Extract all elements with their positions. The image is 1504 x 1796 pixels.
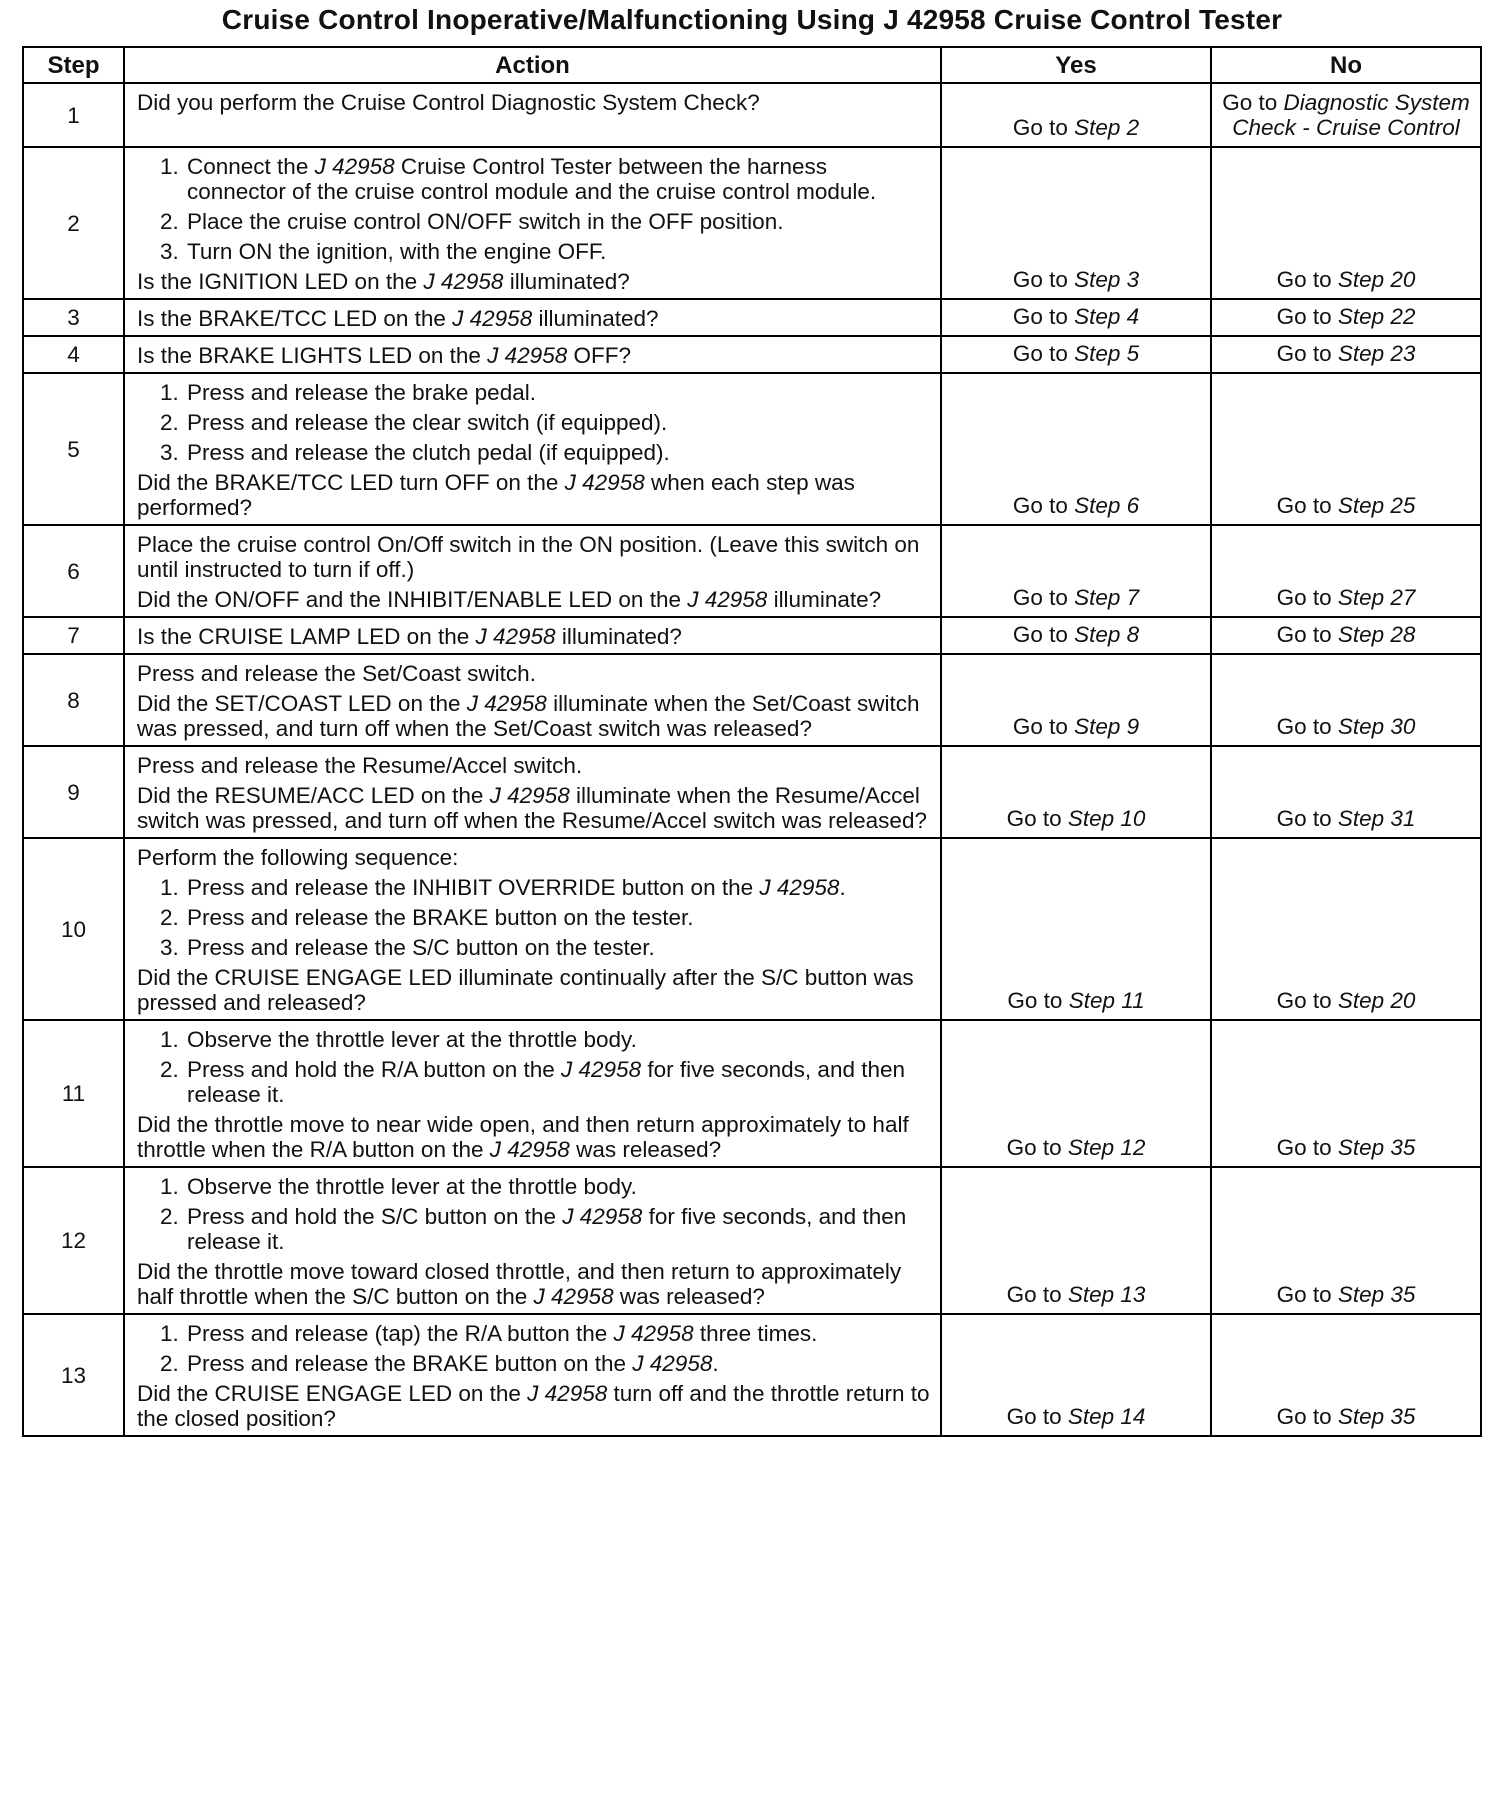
italic-reference: Diagnostic System Check - Cruise Control [1232,90,1470,140]
list-item [185,380,930,405]
text-run: Go to [1222,90,1284,115]
italic-reference: J 42958 [561,1057,642,1082]
italic-reference: Step 14 [1067,1404,1146,1429]
list-item [185,1351,930,1376]
yes-cell [941,336,1211,373]
italic-reference: J 42958 [632,1351,713,1376]
action-cell [124,147,941,299]
action-steps-list [137,875,930,960]
text-run: illuminated? [503,269,630,294]
italic-reference: Step 9 [1074,714,1140,739]
step-number: 8 [23,654,124,746]
italic-reference: Step 10 [1067,806,1146,831]
text-run: Go to [1276,988,1338,1013]
list-item [185,1174,930,1199]
header-no: No [1211,47,1481,83]
text-run: Did the throttle move to near wide open, and then return approximately to half throttle when the R/A button on the [137,1112,909,1162]
action-steps-list [137,380,930,465]
action-paragraph [137,965,930,1015]
action-cell [124,617,941,654]
action-paragraph [137,845,930,870]
text-run: Go to [1276,585,1338,610]
text-run: Go to [1276,714,1338,739]
step-number: 2 [23,147,124,299]
text-run: Go to [1006,1282,1068,1307]
italic-reference: J 42958 [475,624,556,649]
action-paragraph [137,783,930,833]
table-row [23,525,1481,617]
text-run: Did the SET/COAST LED on the [137,691,467,716]
action-cell [124,1314,941,1436]
text-run: Is the CRUISE LAMP LED on the [137,624,476,649]
text-run: Go to [1276,267,1338,292]
action-cell [124,838,941,1020]
italic-reference: J 42958 [759,875,840,900]
text-run: Go to [1012,493,1075,518]
italic-reference: Step 4 [1074,304,1140,329]
action-paragraph [137,470,930,520]
text-run: Go to [1012,341,1075,366]
text-run: Go to [1276,304,1338,329]
action-paragraph [137,90,930,115]
header-step: Step [23,47,124,83]
italic-reference: Step 23 [1337,341,1416,366]
yes-cell [941,617,1211,654]
list-item [185,875,930,900]
text-run: Go to [1006,1135,1068,1160]
text-run: Go to [1276,806,1338,831]
step-number: 6 [23,525,124,617]
step-number: 9 [23,746,124,838]
text-run: Go to [1276,622,1338,647]
action-cell [124,525,941,617]
yes-cell [941,746,1211,838]
italic-reference: Step 7 [1074,585,1140,610]
italic-reference: J 42958 [489,783,570,808]
text-run: three times. [693,1321,818,1346]
table-row [23,617,1481,654]
step-number: 11 [23,1020,124,1167]
list-item [185,410,930,435]
step-number: 12 [23,1167,124,1314]
italic-reference: Step 22 [1337,304,1416,329]
action-paragraph [137,343,930,368]
no-cell [1211,373,1481,525]
step-number: 3 [23,299,124,336]
italic-reference: Step 20 [1337,267,1416,292]
action-cell [124,1167,941,1314]
italic-reference: Step 12 [1067,1135,1146,1160]
text-run: Go to [1276,1135,1338,1160]
table-row [23,83,1481,147]
text-run: Go to [1007,988,1069,1013]
no-cell [1211,1020,1481,1167]
step-number: 13 [23,1314,124,1436]
action-cell [124,83,941,147]
text-run: Go to [1012,585,1075,610]
italic-reference: Step 27 [1337,585,1416,610]
table-row [23,373,1481,525]
action-cell [124,299,941,336]
step-number: 10 [23,838,124,1020]
italic-reference: Step 25 [1337,493,1416,518]
text-run: Go to [1276,1282,1338,1307]
step-number: 1 [23,83,124,147]
italic-reference: Step 13 [1067,1282,1146,1307]
text-run: illuminate when the Set/Coast switch was pressed, and turn off when the Set/Coast switch was released? [137,691,920,741]
text-run: Perform the following sequence: [137,845,459,870]
list-item [185,905,930,930]
table-row [23,1314,1481,1436]
text-run: Place the cruise control ON/OFF switch in the OFF position. [187,209,784,234]
italic-reference: J 42958 [452,306,533,331]
text-run: Press and release the clutch pedal (if equipped). [187,440,670,465]
text-run: Press and release the Resume/Accel switch. [137,753,583,778]
table-row [23,1020,1481,1167]
italic-reference: J 42958 [314,154,395,179]
table-row [23,147,1481,299]
italic-reference: Step 30 [1337,714,1416,739]
action-paragraph [137,753,930,778]
text-run: Press and release the S/C button on the tester. [187,935,655,960]
text-run: Place the cruise control On/Off switch in the ON position. (Leave this switch on until instructed to turn if off.) [137,532,920,582]
text-run: Did the CRUISE ENGAGE LED on the [137,1381,528,1406]
text-run: Press and hold the R/A button on the [187,1057,562,1082]
text-run: was released? [569,1137,722,1162]
list-item [185,440,930,465]
italic-reference: J 42958 [489,1137,570,1162]
action-paragraph [137,532,930,582]
list-item [185,154,930,204]
action-cell [124,1020,941,1167]
text-run: Is the BRAKE/TCC LED on the [137,306,453,331]
text-run: illuminated? [532,306,659,331]
text-run: Press and release the INHIBIT OVERRIDE button on the [187,875,760,900]
step-number: 4 [23,336,124,373]
text-run: Connect the [187,154,315,179]
text-run: was released? [613,1284,765,1309]
italic-reference: Step 35 [1337,1135,1416,1160]
text-run: Did the throttle move toward closed throttle, and then return to approximately half throttle when the S/C button on the [137,1259,902,1309]
italic-reference: Step 31 [1337,806,1416,831]
yes-cell [941,525,1211,617]
text-run: Cruise Control Tester between the harness connector of the cruise control module and the cruise control module. [187,154,877,204]
text-run: Did you perform the Cruise Control Diagnostic System Check? [137,90,760,115]
yes-cell [941,83,1211,147]
table-row [23,1167,1481,1314]
text-run: . [839,875,846,900]
table-body [23,83,1481,1436]
header-yes: Yes [941,47,1211,83]
no-cell [1211,525,1481,617]
action-paragraph [137,624,930,649]
yes-cell [941,147,1211,299]
action-steps-list [137,154,930,264]
action-steps-list [137,1027,930,1107]
table-row [23,654,1481,746]
text-run: Go to [1276,493,1338,518]
italic-reference: Step 3 [1074,267,1140,292]
text-run: Did the CRUISE ENGAGE LED illuminate continually after the S/C button was pressed and released? [137,965,914,1015]
yes-cell [941,838,1211,1020]
text-run: Did the ON/OFF and the INHIBIT/ENABLE LED on the [137,587,688,612]
italic-reference: Step 2 [1074,115,1140,140]
text-run: Press and hold the S/C button on the [187,1204,563,1229]
list-item [185,1204,930,1254]
italic-reference: Step 35 [1337,1404,1416,1429]
text-run: Go to [1012,267,1075,292]
text-run: Go to [1012,714,1075,739]
italic-reference: J 42958 [466,691,547,716]
text-run: Is the BRAKE LIGHTS LED on the [137,343,488,368]
text-run: Go to [1012,622,1075,647]
yes-cell [941,299,1211,336]
text-run: Observe the throttle lever at the throttle body. [187,1027,637,1052]
no-cell [1211,83,1481,147]
text-run: Press and release the Set/Coast switch. [137,661,536,686]
text-run: Press and release the BRAKE button on the tester. [187,905,694,930]
action-cell [124,373,941,525]
yes-cell [941,1167,1211,1314]
action-cell [124,336,941,373]
action-paragraph [137,661,930,686]
text-run: Press and release the brake pedal. [187,380,536,405]
text-run: Go to [1276,341,1338,366]
italic-reference: Step 5 [1074,341,1140,366]
text-run: Press and release the BRAKE button on the [187,1351,633,1376]
no-cell [1211,1167,1481,1314]
list-item [185,1027,930,1052]
yes-cell [941,1314,1211,1436]
action-paragraph [137,269,930,294]
action-steps-list [137,1321,930,1376]
text-run: Go to [1006,806,1068,831]
text-run: when each step was performed? [137,470,855,520]
italic-reference: Step 35 [1337,1282,1416,1307]
italic-reference: Step 8 [1074,622,1140,647]
action-paragraph [137,587,930,612]
no-cell [1211,299,1481,336]
list-item [185,209,930,234]
action-cell [124,654,941,746]
text-run: Did the BRAKE/TCC LED turn OFF on the [137,470,565,495]
text-run: Did the RESUME/ACC LED on the [137,783,490,808]
table-row [23,299,1481,336]
action-paragraph [137,1259,930,1309]
text-run: Go to [1012,115,1075,140]
italic-reference: J 42958 [562,1204,643,1229]
action-cell [124,746,941,838]
no-cell [1211,617,1481,654]
text-run: Turn ON the ignition, with the engine OFF. [187,239,607,264]
action-paragraph [137,1112,930,1162]
step-number: 5 [23,373,124,525]
italic-reference: J 42958 [613,1321,694,1346]
text-run: Observe the throttle lever at the throttle body. [187,1174,637,1199]
action-steps-list [137,1174,930,1254]
action-paragraph [137,306,930,331]
list-item [185,1057,930,1107]
table-row [23,838,1481,1020]
list-item [185,935,930,960]
yes-cell [941,1020,1211,1167]
text-run: Go to [1006,1404,1068,1429]
no-cell [1211,654,1481,746]
page-title: Cruise Control Inoperative/Malfunctioning Using J 42958 Cruise Control Tester [221,4,1283,35]
list-item [185,1321,930,1346]
text-run: Press and release the clear switch (if equipped). [187,410,668,435]
action-paragraph [137,1381,930,1431]
text-run: Go to [1276,1404,1338,1429]
text-run: illuminated? [555,624,682,649]
list-item [185,239,930,264]
text-run: Go to [1012,304,1075,329]
text-run: turn off and the throttle return to the closed position? [137,1381,930,1431]
table-row [23,746,1481,838]
italic-reference: J 42958 [527,1381,608,1406]
no-cell [1211,1314,1481,1436]
header-action: Action [124,47,941,83]
text-run: OFF? [567,343,631,368]
yes-cell [941,373,1211,525]
no-cell [1211,838,1481,1020]
text-run: . [712,1351,719,1376]
no-cell [1211,147,1481,299]
yes-cell [941,654,1211,746]
italic-reference: J 42958 [487,343,568,368]
no-cell [1211,336,1481,373]
no-cell [1211,746,1481,838]
table-row [23,336,1481,373]
italic-reference: J 42958 [564,470,645,495]
italic-reference: J 42958 [533,1284,614,1309]
italic-reference: Step 20 [1337,988,1416,1013]
action-paragraph [137,691,930,741]
text-run: Press and release (tap) the R/A button the [187,1321,614,1346]
italic-reference: J 42958 [687,587,768,612]
step-number: 7 [23,617,124,654]
italic-reference: J 42958 [423,269,504,294]
text-run: for five seconds, and then release it. [187,1057,906,1107]
diagnostic-table [22,46,1482,1437]
header-row [23,47,1481,83]
text-run: Is the IGNITION LED on the [137,269,424,294]
italic-reference: Step 28 [1337,622,1416,647]
italic-reference: Step 6 [1074,493,1140,518]
text-run: illuminate? [767,587,882,612]
text-run: for five seconds, and then release it. [187,1204,907,1254]
text-run: illuminate when the Resume/Accel switch was pressed, and turn off when the Resume/Accel switch was released? [137,783,927,833]
italic-reference: Step 11 [1068,988,1145,1013]
